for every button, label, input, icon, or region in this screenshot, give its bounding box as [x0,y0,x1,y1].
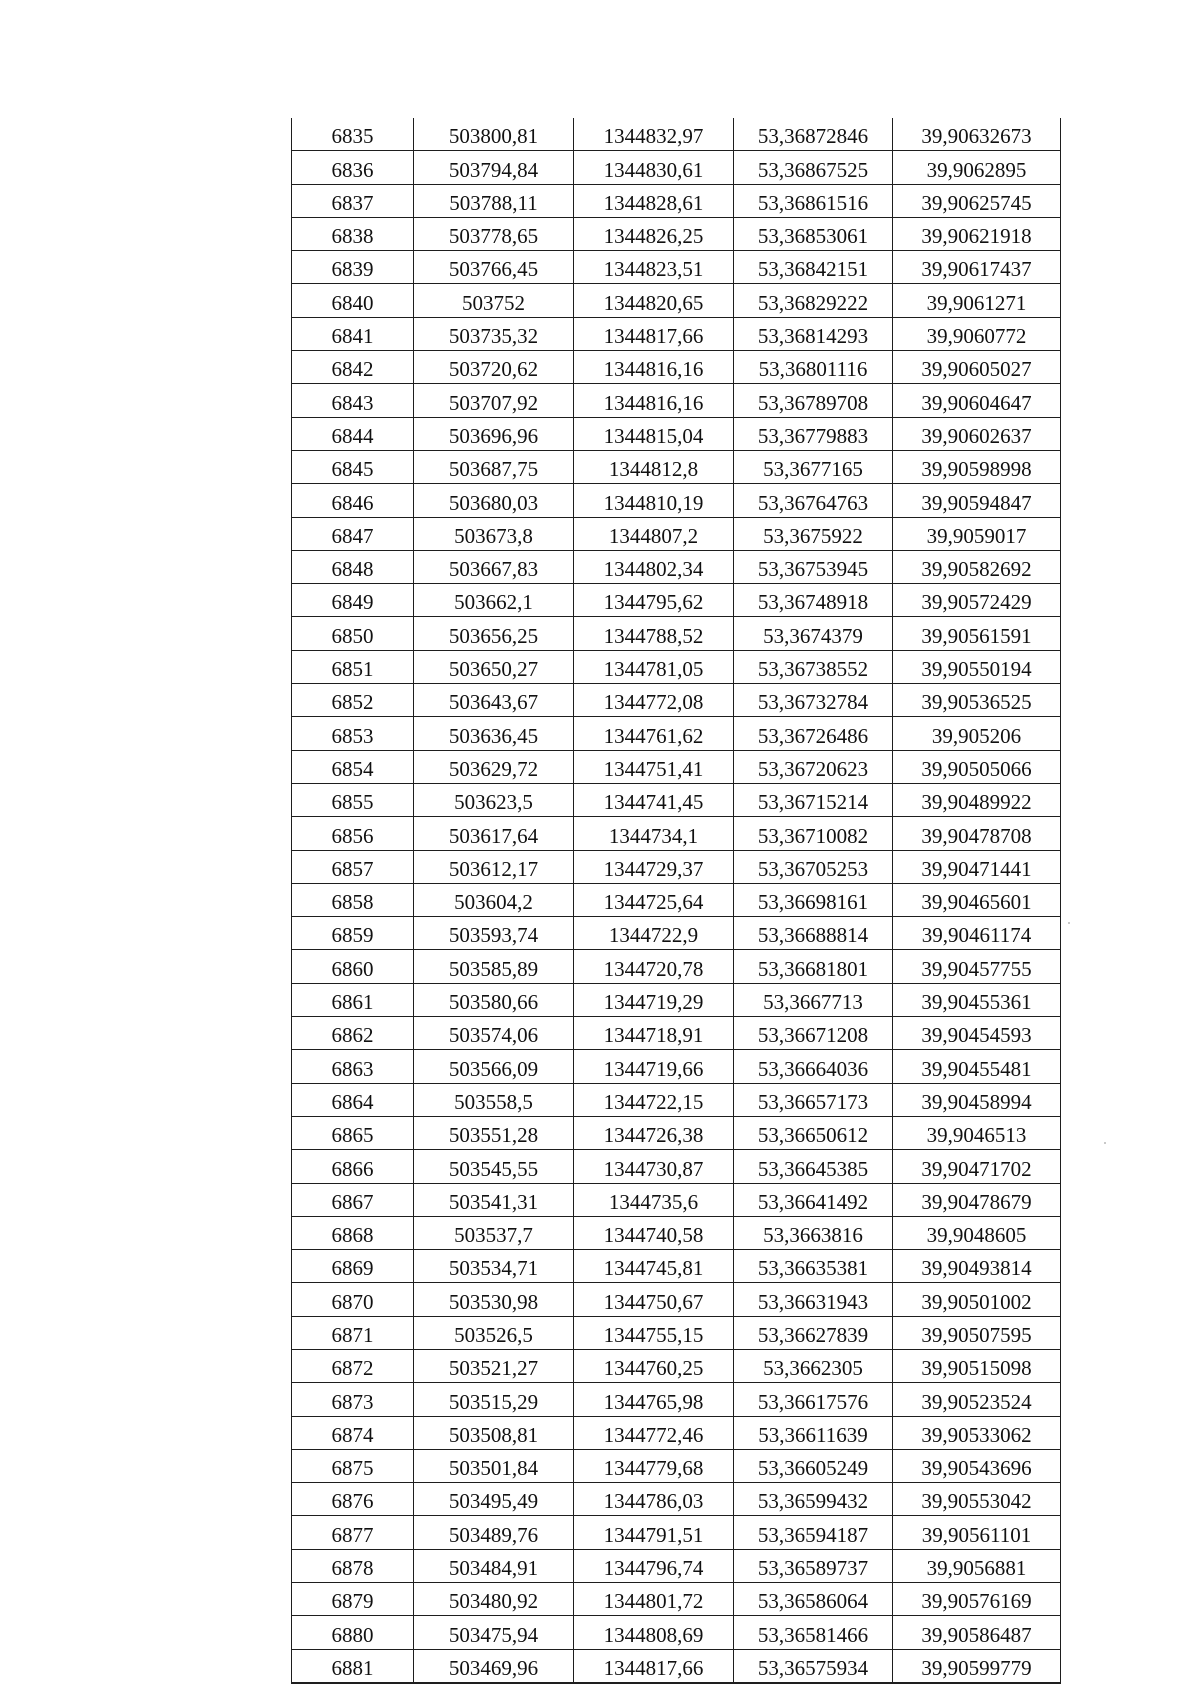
latitude-cell: 53,36599432 [734,1483,893,1516]
table-row [292,1216,1061,1249]
longitude-cell: 39,90543696 [893,1449,1061,1482]
table-row [292,584,1061,617]
y-coordinate-cell: 1344795,62 [574,584,734,617]
x-coordinate-cell: 503475,94 [414,1616,574,1649]
x-coordinate-cell: 503667,83 [414,550,574,583]
y-coordinate-cell: 1344734,1 [574,817,734,850]
point-number-cell: 6855 [292,783,414,816]
x-coordinate-cell: 503585,89 [414,950,574,983]
point-number-cell: 6835 [292,118,414,151]
y-coordinate-cell: 1344823,51 [574,251,734,284]
x-coordinate-cell: 503720,62 [414,351,574,384]
longitude-cell: 39,90550194 [893,650,1061,683]
table-row [292,517,1061,550]
x-coordinate-cell: 503515,29 [414,1383,574,1416]
latitude-cell: 53,36732784 [734,684,893,717]
latitude-cell: 53,36867525 [734,151,893,184]
x-coordinate-cell: 503545,55 [414,1150,574,1183]
x-coordinate-cell: 503580,66 [414,983,574,1016]
y-coordinate-cell: 1344817,66 [574,317,734,350]
coordinates-table [291,118,1061,1684]
latitude-cell: 53,36853061 [734,217,893,250]
table-row [292,550,1061,583]
x-coordinate-cell: 503469,96 [414,1649,574,1683]
longitude-cell: 39,90605027 [893,351,1061,384]
y-coordinate-cell: 1344760,25 [574,1349,734,1382]
y-coordinate-cell: 1344802,34 [574,550,734,583]
longitude-cell: 39,90465601 [893,883,1061,916]
table-row [292,983,1061,1016]
latitude-cell: 53,36575934 [734,1649,893,1683]
point-number-cell: 6856 [292,817,414,850]
point-number-cell: 6854 [292,750,414,783]
latitude-cell: 53,36688814 [734,917,893,950]
y-coordinate-cell: 1344755,15 [574,1316,734,1349]
latitude-cell: 53,36589737 [734,1549,893,1582]
longitude-cell: 39,90493814 [893,1250,1061,1283]
longitude-cell: 39,90594847 [893,484,1061,517]
point-number-cell: 6853 [292,717,414,750]
point-number-cell: 6868 [292,1216,414,1249]
x-coordinate-cell: 503766,45 [414,251,574,284]
table-row [292,1050,1061,1083]
y-coordinate-cell: 1344719,29 [574,983,734,1016]
y-coordinate-cell: 1344772,46 [574,1416,734,1449]
point-number-cell: 6867 [292,1183,414,1216]
longitude-cell: 39,90455361 [893,983,1061,1016]
latitude-cell: 53,36641492 [734,1183,893,1216]
y-coordinate-cell: 1344816,16 [574,351,734,384]
table-row [292,251,1061,284]
y-coordinate-cell: 1344729,37 [574,850,734,883]
latitude-cell: 53,36698161 [734,883,893,916]
x-coordinate-cell: 503794,84 [414,151,574,184]
point-number-cell: 6865 [292,1116,414,1149]
x-coordinate-cell: 503662,1 [414,584,574,617]
latitude-cell: 53,36710082 [734,817,893,850]
y-coordinate-cell: 1344719,66 [574,1050,734,1083]
x-coordinate-cell: 503484,91 [414,1549,574,1582]
x-coordinate-cell: 503629,72 [414,750,574,783]
longitude-cell: 39,9046513 [893,1116,1061,1149]
longitude-cell: 39,90471702 [893,1150,1061,1183]
y-coordinate-cell: 1344740,58 [574,1216,734,1249]
x-coordinate-cell: 503800,81 [414,118,574,151]
longitude-cell: 39,90561101 [893,1516,1061,1549]
point-number-cell: 6851 [292,650,414,683]
point-number-cell: 6879 [292,1583,414,1616]
longitude-cell: 39,90602637 [893,417,1061,450]
table-row [292,1583,1061,1616]
x-coordinate-cell: 503680,03 [414,484,574,517]
x-coordinate-cell: 503558,5 [414,1083,574,1116]
point-number-cell: 6842 [292,351,414,384]
table-row [292,617,1061,650]
y-coordinate-cell: 1344786,03 [574,1483,734,1516]
longitude-cell: 39,90604647 [893,384,1061,417]
point-number-cell: 6839 [292,251,414,284]
point-number-cell: 6871 [292,1316,414,1349]
latitude-cell: 53,3667713 [734,983,893,1016]
latitude-cell: 53,36581466 [734,1616,893,1649]
point-number-cell: 6845 [292,450,414,483]
longitude-cell: 39,90461174 [893,917,1061,950]
x-coordinate-cell: 503617,64 [414,817,574,850]
latitude-cell: 53,36814293 [734,317,893,350]
longitude-cell: 39,90523524 [893,1383,1061,1416]
y-coordinate-cell: 1344779,68 [574,1449,734,1482]
x-coordinate-cell: 503778,65 [414,217,574,250]
point-number-cell: 6877 [292,1516,414,1549]
table-row [292,1017,1061,1050]
x-coordinate-cell: 503534,71 [414,1250,574,1283]
y-coordinate-cell: 1344725,64 [574,883,734,916]
y-coordinate-cell: 1344810,19 [574,484,734,517]
longitude-cell: 39,90455481 [893,1050,1061,1083]
latitude-cell: 53,36764763 [734,484,893,517]
y-coordinate-cell: 1344722,9 [574,917,734,950]
longitude-cell: 39,90515098 [893,1349,1061,1382]
x-coordinate-cell: 503501,84 [414,1449,574,1482]
latitude-cell: 53,36631943 [734,1283,893,1316]
y-coordinate-cell: 1344807,2 [574,517,734,550]
longitude-cell: 39,90478679 [893,1183,1061,1216]
y-coordinate-cell: 1344808,69 [574,1616,734,1649]
point-number-cell: 6850 [292,617,414,650]
longitude-cell: 39,9061271 [893,284,1061,317]
longitude-cell: 39,90572429 [893,584,1061,617]
table-row [292,1449,1061,1482]
x-coordinate-cell: 503687,75 [414,450,574,483]
y-coordinate-cell: 1344730,87 [574,1150,734,1183]
table-row [292,1616,1061,1649]
x-coordinate-cell: 503623,5 [414,783,574,816]
x-coordinate-cell: 503541,31 [414,1183,574,1216]
x-coordinate-cell: 503707,92 [414,384,574,417]
x-coordinate-cell: 503508,81 [414,1416,574,1449]
longitude-cell: 39,90501002 [893,1283,1061,1316]
table-row [292,883,1061,916]
table-row [292,1250,1061,1283]
latitude-cell: 53,36617576 [734,1383,893,1416]
table-row [292,450,1061,483]
latitude-cell: 53,36645385 [734,1150,893,1183]
y-coordinate-cell: 1344761,62 [574,717,734,750]
table-row [292,1416,1061,1449]
point-number-cell: 6875 [292,1449,414,1482]
latitude-cell: 53,36753945 [734,550,893,583]
y-coordinate-cell: 1344828,61 [574,184,734,217]
latitude-cell: 53,36842151 [734,251,893,284]
table-row [292,1116,1061,1149]
y-coordinate-cell: 1344750,67 [574,1283,734,1316]
longitude-cell: 39,90586487 [893,1616,1061,1649]
point-number-cell: 6861 [292,983,414,1016]
point-number-cell: 6848 [292,550,414,583]
table-row [292,1549,1061,1582]
table-row [292,1283,1061,1316]
point-number-cell: 6874 [292,1416,414,1449]
table-row [292,1316,1061,1349]
table-row [292,750,1061,783]
y-coordinate-cell: 1344751,41 [574,750,734,783]
latitude-cell: 53,3674379 [734,617,893,650]
latitude-cell: 53,36586064 [734,1583,893,1616]
longitude-cell: 39,90582692 [893,550,1061,583]
y-coordinate-cell: 1344801,72 [574,1583,734,1616]
point-number-cell: 6870 [292,1283,414,1316]
table-row [292,783,1061,816]
point-number-cell: 6878 [292,1549,414,1582]
y-coordinate-cell: 1344816,16 [574,384,734,417]
y-coordinate-cell: 1344832,97 [574,118,734,151]
longitude-cell: 39,90454593 [893,1017,1061,1050]
y-coordinate-cell: 1344726,38 [574,1116,734,1149]
point-number-cell: 6843 [292,384,414,417]
x-coordinate-cell: 503788,11 [414,184,574,217]
table-row [292,684,1061,717]
y-coordinate-cell: 1344826,25 [574,217,734,250]
longitude-cell: 39,90576169 [893,1583,1061,1616]
point-number-cell: 6869 [292,1250,414,1283]
latitude-cell: 53,36611639 [734,1416,893,1449]
longitude-cell: 39,9059017 [893,517,1061,550]
table-row [292,384,1061,417]
latitude-cell: 53,36726486 [734,717,893,750]
point-number-cell: 6841 [292,317,414,350]
x-coordinate-cell: 503489,76 [414,1516,574,1549]
x-coordinate-cell: 503521,27 [414,1349,574,1382]
table-row [292,717,1061,750]
longitude-cell: 39,90489922 [893,783,1061,816]
latitude-cell: 53,36779883 [734,417,893,450]
latitude-cell: 53,36748918 [734,584,893,617]
x-coordinate-cell: 503636,45 [414,717,574,750]
table-row [292,1349,1061,1382]
table-row [292,650,1061,683]
point-number-cell: 6847 [292,517,414,550]
latitude-cell: 53,36635381 [734,1250,893,1283]
point-number-cell: 6858 [292,883,414,916]
point-number-cell: 6864 [292,1083,414,1116]
latitude-cell: 53,36715214 [734,783,893,816]
y-coordinate-cell: 1344796,74 [574,1549,734,1582]
latitude-cell: 53,36705253 [734,850,893,883]
y-coordinate-cell: 1344812,8 [574,450,734,483]
y-coordinate-cell: 1344830,61 [574,151,734,184]
longitude-cell: 39,90505066 [893,750,1061,783]
y-coordinate-cell: 1344718,91 [574,1017,734,1050]
x-coordinate-cell: 503480,92 [414,1583,574,1616]
longitude-cell: 39,905206 [893,717,1061,750]
point-number-cell: 6837 [292,184,414,217]
x-coordinate-cell: 503735,32 [414,317,574,350]
y-coordinate-cell: 1344765,98 [574,1383,734,1416]
y-coordinate-cell: 1344817,66 [574,1649,734,1683]
longitude-cell: 39,9060772 [893,317,1061,350]
longitude-cell: 39,90621918 [893,217,1061,250]
point-number-cell: 6862 [292,1017,414,1050]
table-row [292,850,1061,883]
x-coordinate-cell: 503574,06 [414,1017,574,1050]
latitude-cell: 53,36872846 [734,118,893,151]
table-row [292,317,1061,350]
table-row [292,1383,1061,1416]
longitude-cell: 39,90457755 [893,950,1061,983]
latitude-cell: 53,36789708 [734,384,893,417]
x-coordinate-cell: 503643,67 [414,684,574,717]
latitude-cell: 53,36861516 [734,184,893,217]
latitude-cell: 53,36594187 [734,1516,893,1549]
longitude-cell: 39,90617437 [893,251,1061,284]
point-number-cell: 6849 [292,584,414,617]
latitude-cell: 53,36738552 [734,650,893,683]
y-coordinate-cell: 1344788,52 [574,617,734,650]
longitude-cell: 39,90507595 [893,1316,1061,1349]
longitude-cell: 39,9056881 [893,1549,1061,1582]
x-coordinate-cell: 503495,49 [414,1483,574,1516]
point-number-cell: 6866 [292,1150,414,1183]
point-number-cell: 6880 [292,1616,414,1649]
point-number-cell: 6876 [292,1483,414,1516]
latitude-cell: 53,3677165 [734,450,893,483]
y-coordinate-cell: 1344720,78 [574,950,734,983]
table-row [292,1483,1061,1516]
x-coordinate-cell: 503530,98 [414,1283,574,1316]
point-number-cell: 6844 [292,417,414,450]
point-number-cell: 6873 [292,1383,414,1416]
point-number-cell: 6840 [292,284,414,317]
x-coordinate-cell: 503752 [414,284,574,317]
point-number-cell: 6860 [292,950,414,983]
y-coordinate-cell: 1344815,04 [574,417,734,450]
table-row [292,950,1061,983]
y-coordinate-cell: 1344772,08 [574,684,734,717]
longitude-cell: 39,90561591 [893,617,1061,650]
point-number-cell: 6836 [292,151,414,184]
x-coordinate-cell: 503551,28 [414,1116,574,1149]
longitude-cell: 39,90625745 [893,184,1061,217]
table-row [292,184,1061,217]
table-row [292,1183,1061,1216]
longitude-cell: 39,90599779 [893,1649,1061,1683]
point-number-cell: 6872 [292,1349,414,1382]
longitude-cell: 39,90458994 [893,1083,1061,1116]
x-coordinate-cell: 503673,8 [414,517,574,550]
x-coordinate-cell: 503604,2 [414,883,574,916]
point-number-cell: 6857 [292,850,414,883]
table-row [292,217,1061,250]
table-row [292,284,1061,317]
table-row [292,417,1061,450]
point-number-cell: 6838 [292,217,414,250]
x-coordinate-cell: 503566,09 [414,1050,574,1083]
table-row [292,1516,1061,1549]
x-coordinate-cell: 503593,74 [414,917,574,950]
longitude-cell: 39,90471441 [893,850,1061,883]
longitude-cell: 39,9062895 [893,151,1061,184]
point-number-cell: 6852 [292,684,414,717]
table-row [292,1649,1061,1683]
y-coordinate-cell: 1344781,05 [574,650,734,683]
latitude-cell: 53,36657173 [734,1083,893,1116]
coordinates-table-body [292,118,1061,1683]
latitude-cell: 53,3675922 [734,517,893,550]
x-coordinate-cell: 503650,27 [414,650,574,683]
x-coordinate-cell: 503612,17 [414,850,574,883]
longitude-cell: 39,90536525 [893,684,1061,717]
latitude-cell: 53,36801116 [734,351,893,384]
point-number-cell: 6881 [292,1649,414,1683]
y-coordinate-cell: 1344791,51 [574,1516,734,1549]
scan-speck [1068,922,1070,924]
latitude-cell: 53,36829222 [734,284,893,317]
y-coordinate-cell: 1344741,45 [574,783,734,816]
latitude-cell: 53,3663816 [734,1216,893,1249]
y-coordinate-cell: 1344735,6 [574,1183,734,1216]
longitude-cell: 39,90632673 [893,118,1061,151]
longitude-cell: 39,90533062 [893,1416,1061,1449]
table-row [292,118,1061,151]
table-row [292,484,1061,517]
scan-speck [1104,1142,1106,1144]
latitude-cell: 53,36720623 [734,750,893,783]
table-row [292,1083,1061,1116]
x-coordinate-cell: 503696,96 [414,417,574,450]
point-number-cell: 6846 [292,484,414,517]
longitude-cell: 39,90553042 [893,1483,1061,1516]
x-coordinate-cell: 503537,7 [414,1216,574,1249]
y-coordinate-cell: 1344722,15 [574,1083,734,1116]
y-coordinate-cell: 1344820,65 [574,284,734,317]
longitude-cell: 39,9048605 [893,1216,1061,1249]
point-number-cell: 6863 [292,1050,414,1083]
table-row [292,817,1061,850]
y-coordinate-cell: 1344745,81 [574,1250,734,1283]
latitude-cell: 53,36671208 [734,1017,893,1050]
latitude-cell: 53,36664036 [734,1050,893,1083]
table-row [292,917,1061,950]
longitude-cell: 39,90478708 [893,817,1061,850]
table-row [292,1150,1061,1183]
point-number-cell: 6859 [292,917,414,950]
latitude-cell: 53,36650612 [734,1116,893,1149]
x-coordinate-cell: 503656,25 [414,617,574,650]
table-row [292,151,1061,184]
latitude-cell: 53,36681801 [734,950,893,983]
longitude-cell: 39,90598998 [893,450,1061,483]
latitude-cell: 53,36605249 [734,1449,893,1482]
latitude-cell: 53,3662305 [734,1349,893,1382]
latitude-cell: 53,36627839 [734,1316,893,1349]
x-coordinate-cell: 503526,5 [414,1316,574,1349]
table-row [292,351,1061,384]
